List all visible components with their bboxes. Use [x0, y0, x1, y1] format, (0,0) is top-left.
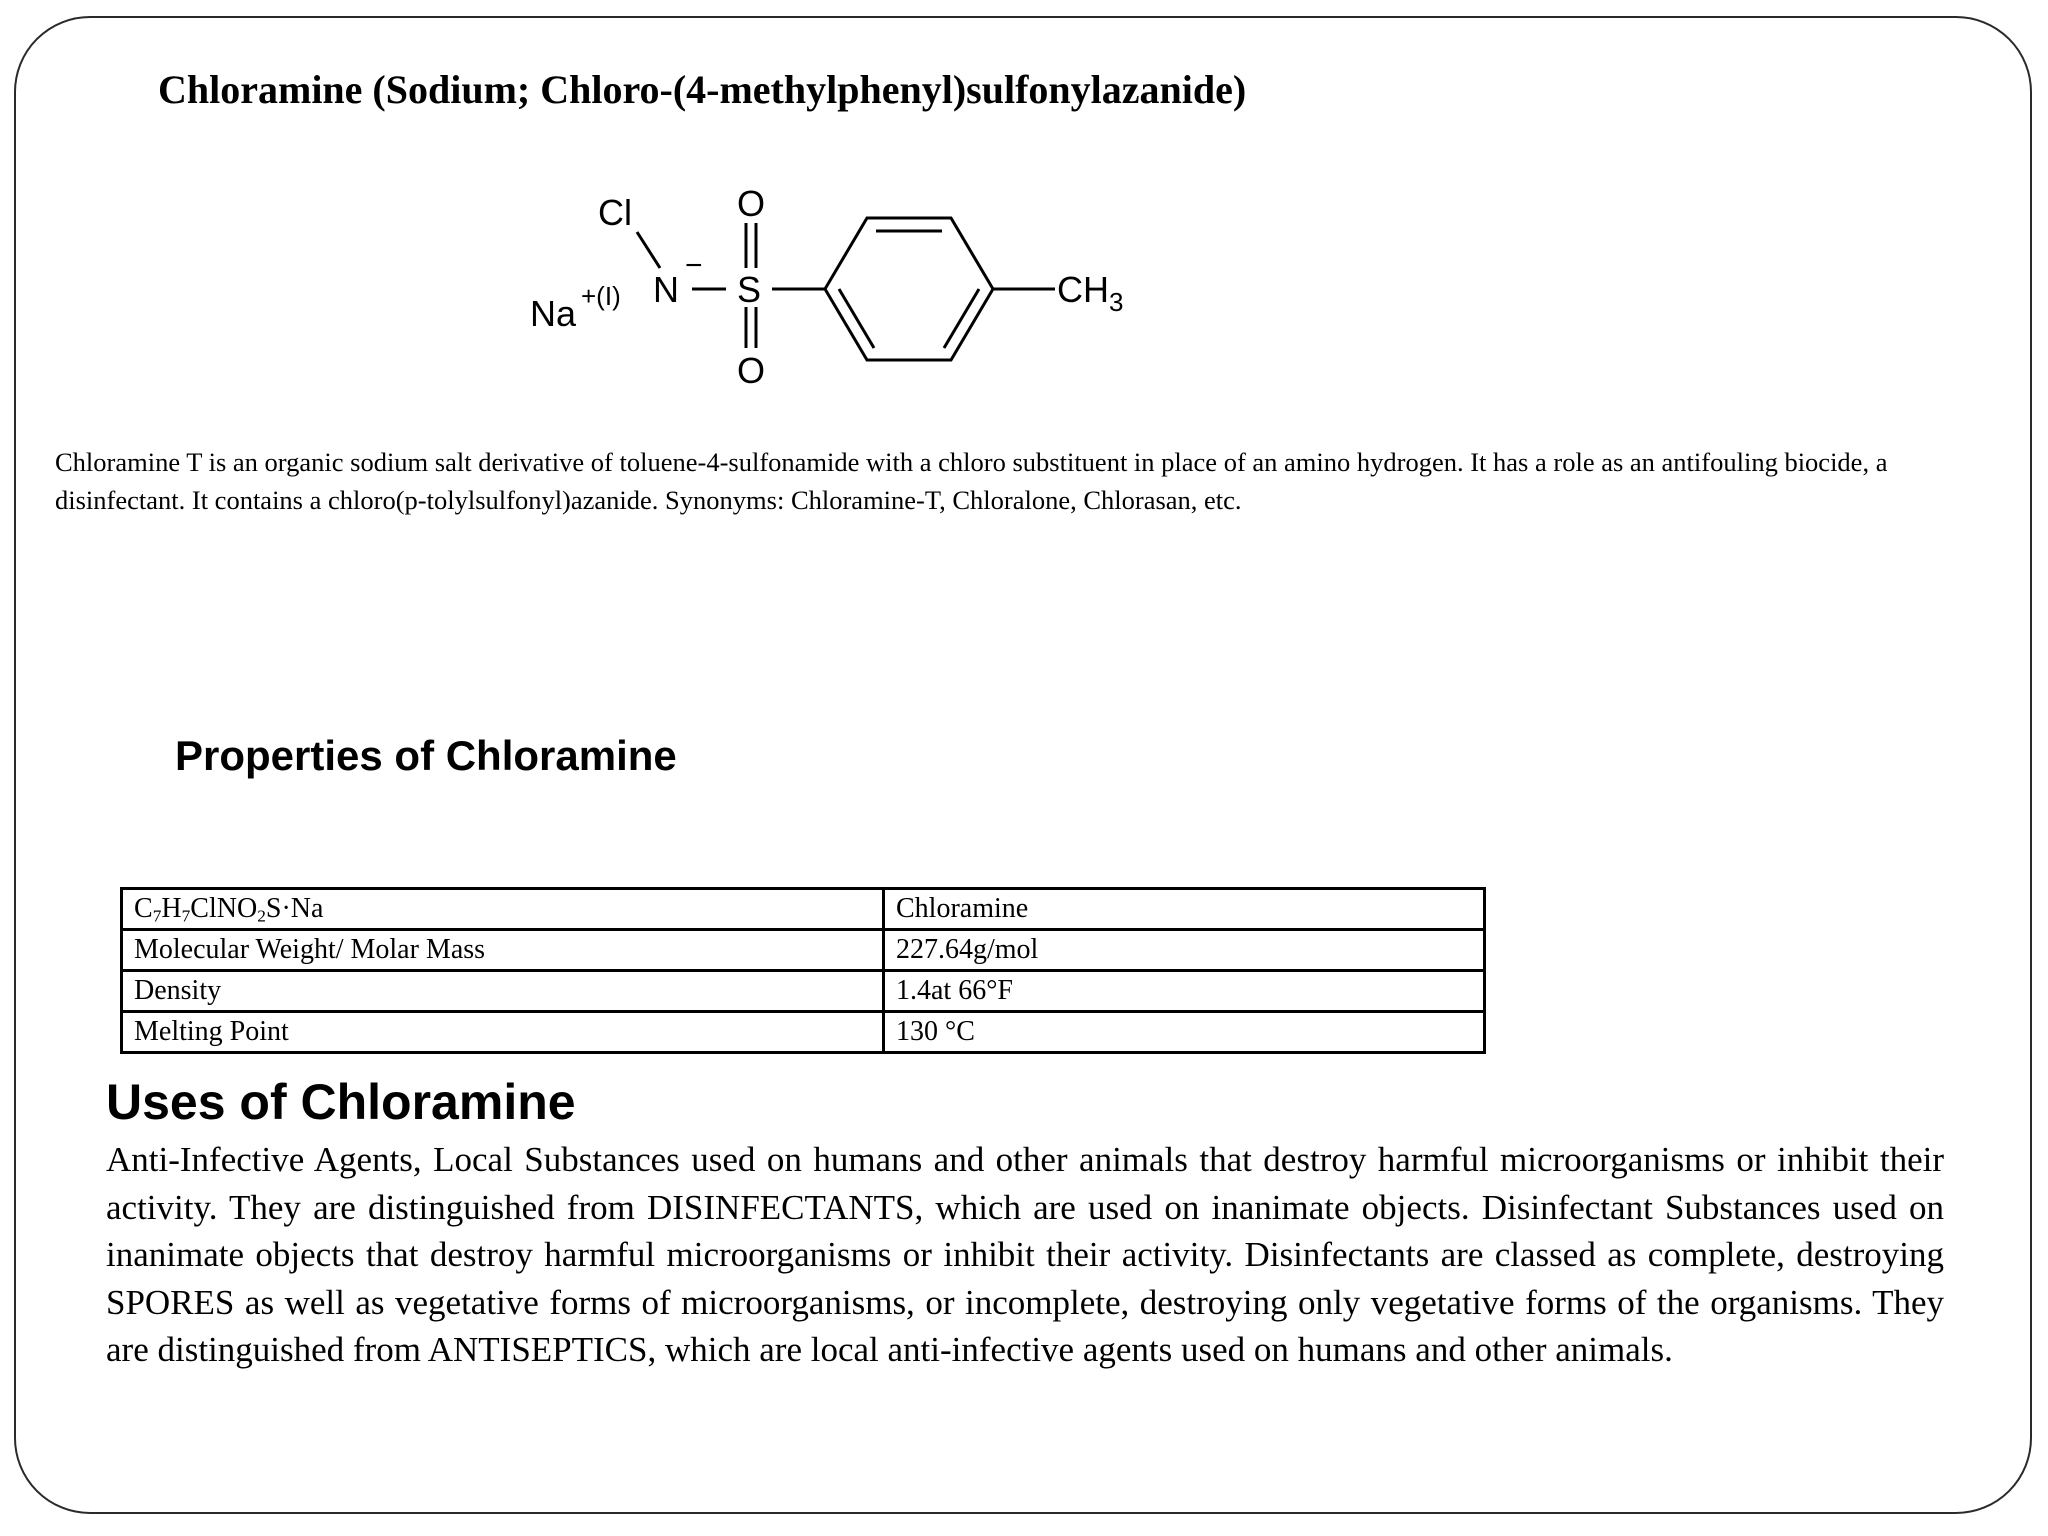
ring-double-bond-left: [839, 289, 874, 348]
formula-subscript: 7: [152, 906, 162, 926]
table-cell-value: 227.64g/mol: [884, 930, 1485, 971]
table-row: [122, 930, 1485, 971]
table-cell-value: Chloramine: [884, 889, 1485, 930]
table-cell-label: Melting Point: [122, 1012, 884, 1053]
table-row: [122, 971, 1485, 1012]
atom-cl: Cl: [598, 192, 632, 233]
formula-subscript: 2: [257, 906, 266, 926]
atom-n-charge: −: [685, 249, 703, 282]
formula-cell: [122, 889, 884, 930]
table-cell-label: Molecular Weight/ Molar Mass: [122, 930, 884, 971]
table-row: [122, 1012, 1485, 1053]
formula-part: S·Na: [265, 893, 324, 924]
atom-methyl-sub: 3: [1109, 287, 1124, 317]
atom-o-bottom: O: [737, 350, 766, 391]
uses-paragraph: Anti-Infective Agents, Local Substances used on humans and other animals that destroy harmful microorganisms or inhibit their activity. They are distinguished from DISINFECTANTS, which are used on inanimate objects. Disinfectant Substances used on inanimate objects that destroy harmful microorganisms or inhibit their activity. Disinfectants are classed as complete, destroying SPORES as well as vegetative forms of microorganisms, or incomplete, destroying only vegetative forms of the organisms. They are distinguished from ANTISEPTICS, which are local anti-infective agents used on humans and other animals.: [106, 1140, 1944, 1369]
uses-heading: Uses of Chloramine: [106, 1074, 576, 1130]
table-cell-value: 1.4at 66°F: [884, 971, 1485, 1012]
atom-na: Na: [530, 293, 577, 334]
table-cell-value: 130 °C: [884, 1012, 1485, 1053]
cl-n-bond: [637, 232, 660, 268]
formula-part: H: [161, 893, 182, 924]
atom-o-top: O: [737, 183, 766, 224]
chemical-structure-diagram: [510, 180, 1170, 400]
ring-double-bond-right: [944, 289, 979, 348]
benzene-ring: [825, 218, 993, 360]
atom-methyl-ch: CH: [1057, 269, 1109, 310]
atom-n: N: [653, 269, 679, 310]
page-title: Chloramine (Sodium; Chloro-(4-methylphenyl)sulfonylazanide): [158, 67, 1247, 112]
atom-methyl: [1057, 269, 1123, 317]
table-row: [122, 889, 1485, 930]
formula-part: ClNO: [190, 893, 258, 924]
atom-na-charge: +(I): [581, 281, 621, 311]
formula-part: C: [134, 893, 153, 924]
formula-subscript: 7: [181, 906, 191, 926]
compound-description: Chloramine T is an organic sodium salt derivative of toluene-4-sulfonamide with a chloro substituent in place of an amino hydrogen. It has a role as an antifouling biocide, a disinfectant. It contains a chloro(p-tolylsulfonyl)azanide. Synonyms: Chloramine-T, Chloralone, Chlorasan, etc.: [55, 447, 1888, 515]
table-cell-label: Density: [122, 971, 884, 1012]
properties-table: [120, 887, 1486, 1054]
properties-heading: Properties of Chloramine: [175, 732, 677, 779]
atom-s: S: [737, 269, 762, 310]
